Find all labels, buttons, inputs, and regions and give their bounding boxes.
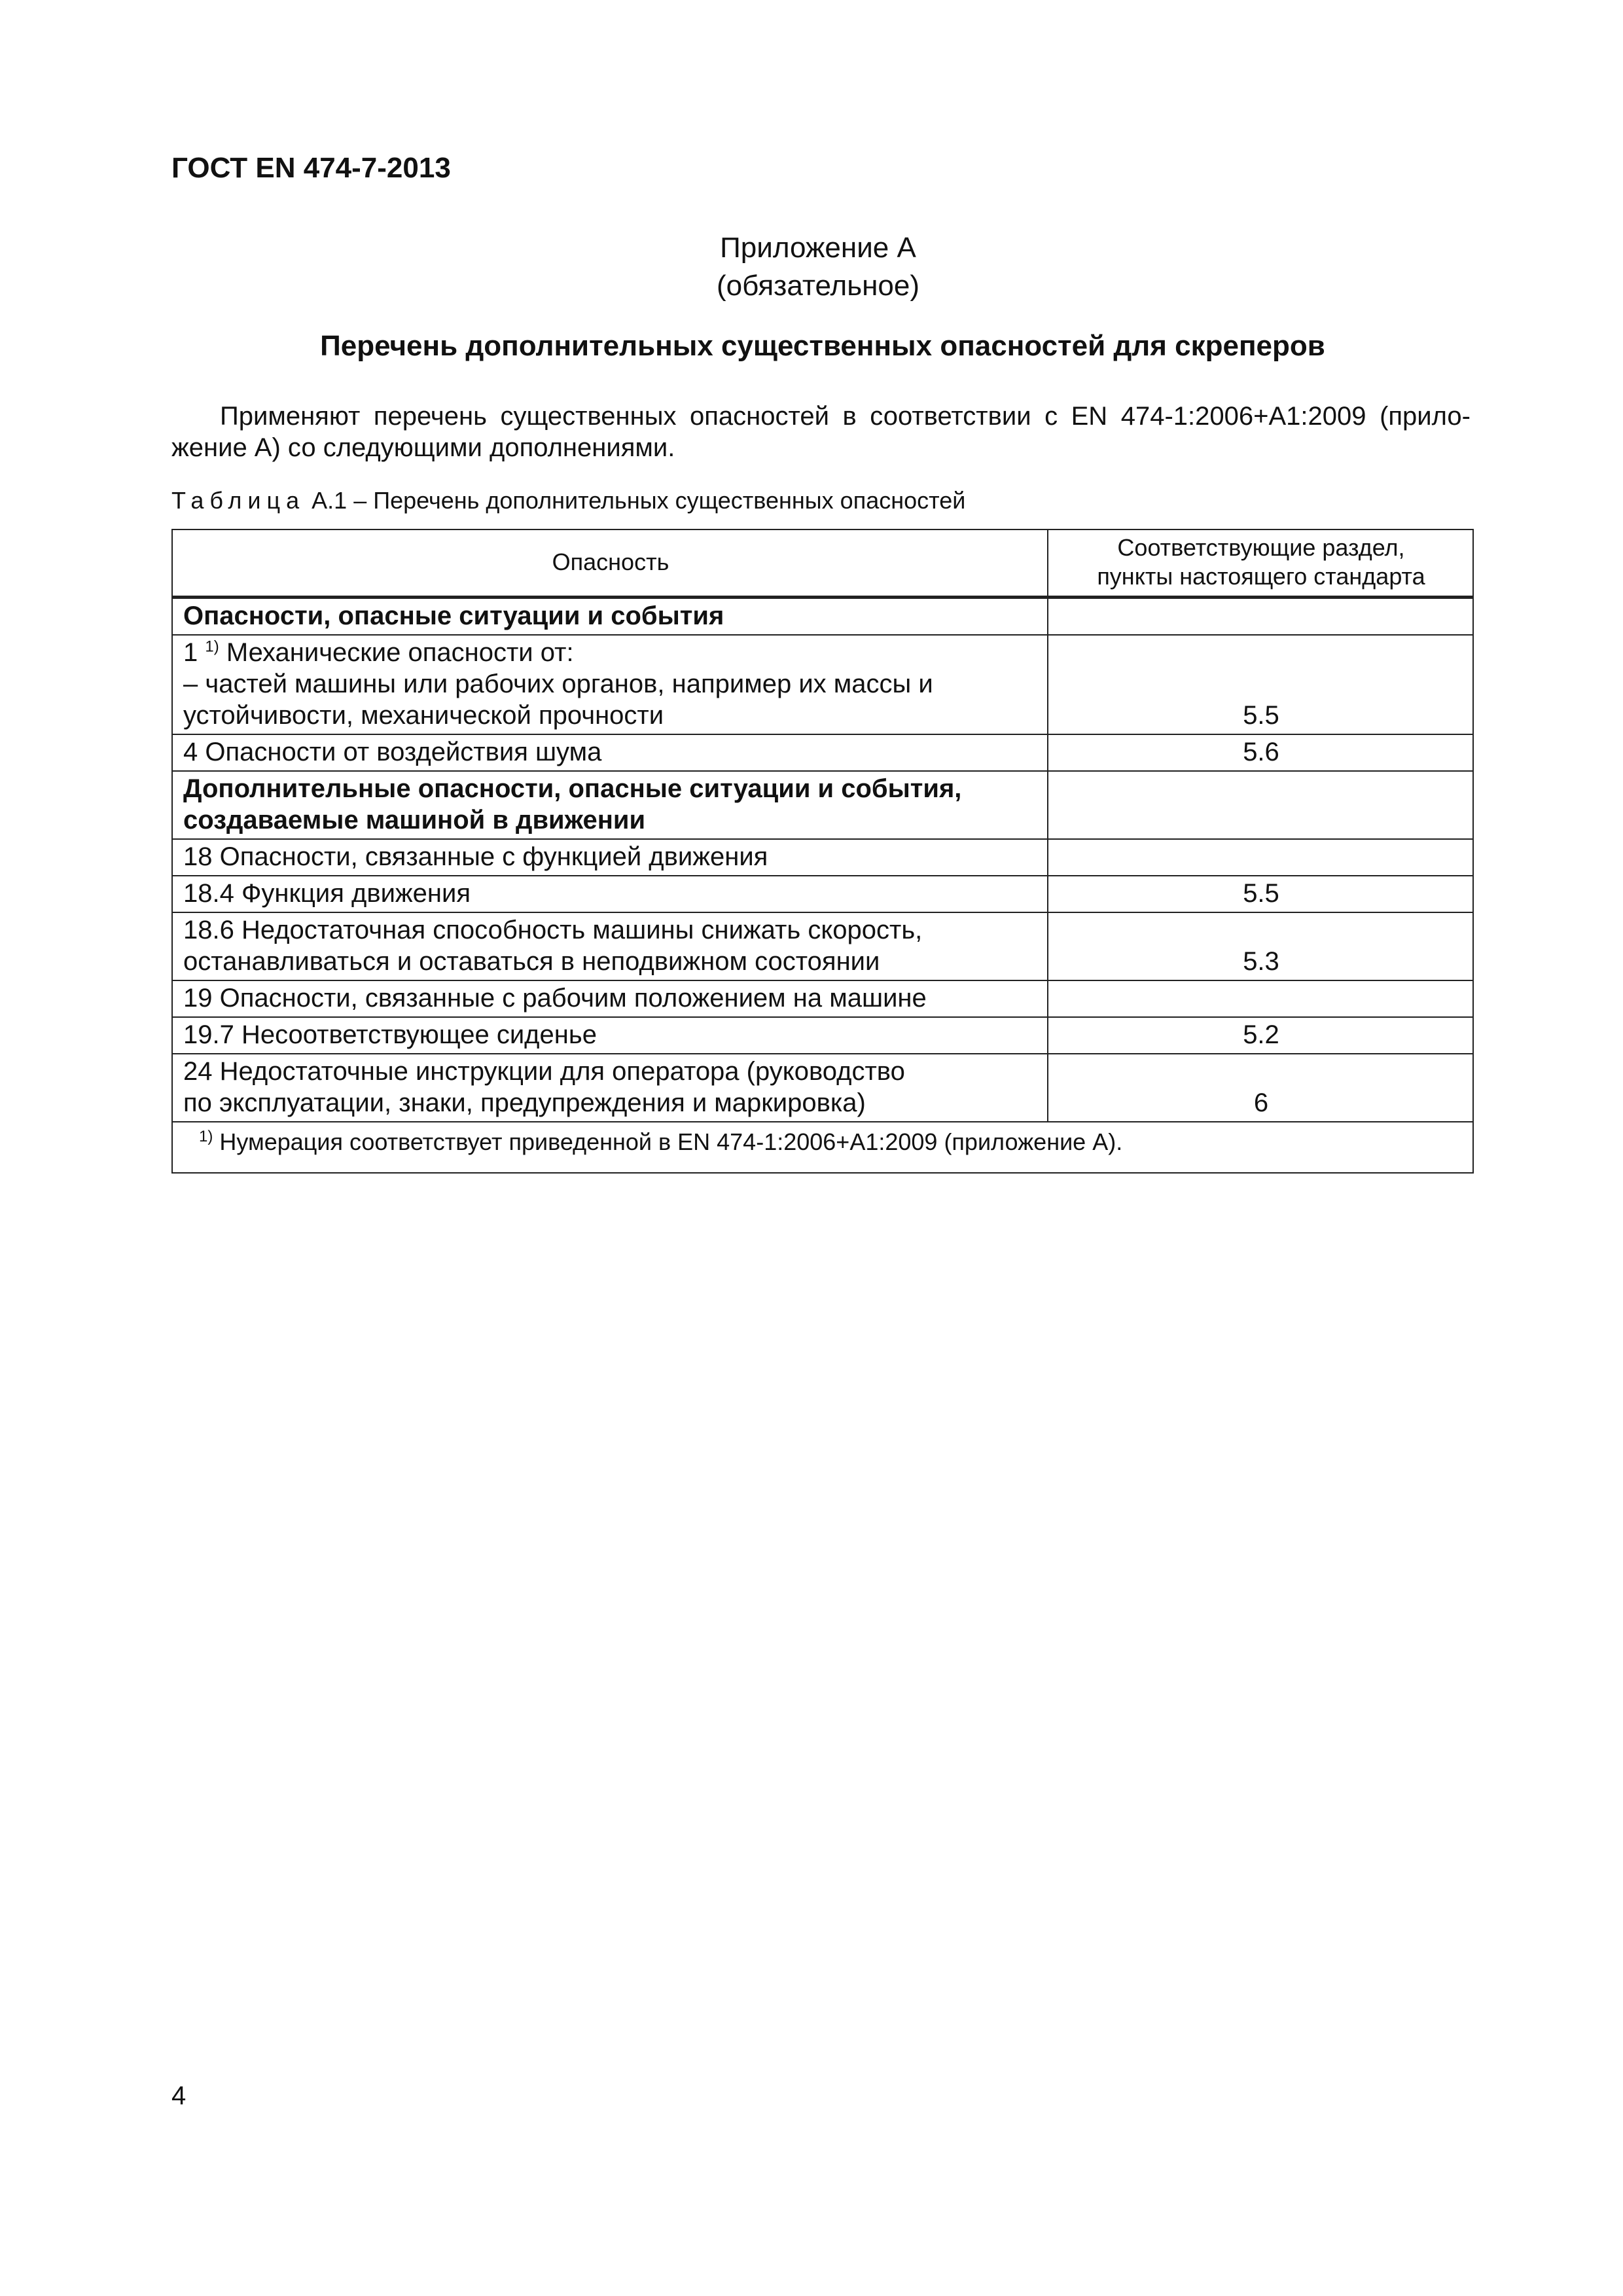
- hazard-number: 1: [183, 638, 198, 667]
- table-caption: [171, 487, 965, 514]
- table-row: [172, 598, 1473, 636]
- hazard-line: Дополнительные опасности, опасные ситуации и события,: [183, 774, 962, 803]
- table-caption-text: А.1 – Перечень дополнительных существенных опасностей: [312, 487, 966, 514]
- table-caption-label: Таблица: [171, 487, 306, 514]
- hazard-cell: [172, 734, 1048, 771]
- reference-cell: 5.2: [1048, 1017, 1473, 1054]
- hazard-cell: [172, 876, 1048, 912]
- hazard-text: 4 Опасности от воздействия шума: [183, 738, 602, 766]
- hazard-cell: [172, 598, 1048, 636]
- hazard-line: – частей машины или рабочих органов, например их массы и: [183, 670, 933, 698]
- page-number: 4: [171, 2081, 187, 2110]
- hazard-text: [183, 637, 1038, 668]
- reference-cell: [1048, 839, 1473, 876]
- table-row: [172, 876, 1473, 912]
- hazard-text: 19.7 Несоответствующее сиденье: [183, 1020, 597, 1049]
- header-reference-line2: пункты настоящего стандарта: [1097, 563, 1425, 590]
- table-row: [172, 1017, 1473, 1054]
- hazard-line: создаваемые машиной в движении: [183, 806, 646, 834]
- hazard-cell: [172, 771, 1048, 839]
- hazard-cell: [172, 912, 1048, 980]
- table-header-row: [172, 529, 1473, 598]
- hazard-text: 18 Опасности, связанные с функцией движения: [183, 842, 768, 871]
- hazard-line: по эксплуатации, знаки, предупреждения и маркировка): [183, 1088, 866, 1117]
- hazard-text: Опасности, опасные ситуации и события: [183, 601, 724, 630]
- footnote-marker: 1): [205, 637, 219, 656]
- hazard-line: 24 Недостаточные инструкции для оператора (руководство: [183, 1057, 905, 1086]
- footnote-text: Нумерация соответствует приведенной в EN 474-1:2006+A1:2009 (приложение А).: [219, 1128, 1123, 1155]
- hazard-cell: [172, 980, 1048, 1017]
- hazard-text: 18.4 Функция движения: [183, 879, 471, 908]
- table-row: [172, 771, 1473, 839]
- appendix-title: Приложение А: [720, 232, 916, 264]
- hazards-table: [171, 529, 1474, 1174]
- reference-cell: 5.3: [1048, 912, 1473, 980]
- table-row: [172, 980, 1473, 1017]
- table-row: [172, 1054, 1473, 1122]
- reference-cell: [1048, 598, 1473, 636]
- header-hazard: Опасность: [172, 529, 1048, 598]
- appendix-status: (обязательное): [716, 270, 920, 302]
- table-row: [172, 839, 1473, 876]
- reference-cell: [1048, 771, 1473, 839]
- hazard-cell: [172, 635, 1048, 734]
- header-reference: [1048, 529, 1473, 598]
- hazard-text: 19 Опасности, связанные с рабочим положением на машине: [183, 984, 927, 1013]
- hazard-line: 18.6 Недостаточная способность машины снижать скорость,: [183, 916, 923, 944]
- reference-cell: 5.5: [1048, 876, 1473, 912]
- header-reference-line1: Соответствующие раздел,: [1117, 534, 1405, 561]
- hazard-cell: [172, 839, 1048, 876]
- table-row: [172, 912, 1473, 980]
- hazard-cell: [172, 1054, 1048, 1122]
- intro-paragraph: Применяют перечень существенных опасностей в соответствии с EN 474-1:2006+A1:2009 (прило-жение А) со следующими дополнениями.: [171, 402, 1471, 462]
- hazard-cell: [172, 1017, 1048, 1054]
- document-code: ГОСТ EN 474-7-2013: [171, 152, 451, 184]
- hazard-line: останавливаться и оставаться в неподвижном состоянии: [183, 947, 880, 976]
- hazard-line: устойчивости, механической прочности: [183, 701, 664, 730]
- appendix-heading: [85, 229, 1551, 305]
- table-footnote-row: [172, 1122, 1473, 1173]
- footnote-marker: 1): [199, 1128, 213, 1145]
- hazard-line: Механические опасности от:: [226, 638, 574, 667]
- reference-cell: [1048, 980, 1473, 1017]
- reference-cell: 5.6: [1048, 734, 1473, 771]
- table-row: [172, 635, 1473, 734]
- section-title: Перечень дополнительных существенных опасностей для скреперов: [320, 330, 1325, 362]
- table-footnote: [172, 1122, 1473, 1173]
- reference-cell: 5.5: [1048, 635, 1473, 734]
- table-row: [172, 734, 1473, 771]
- reference-cell: 6: [1048, 1054, 1473, 1122]
